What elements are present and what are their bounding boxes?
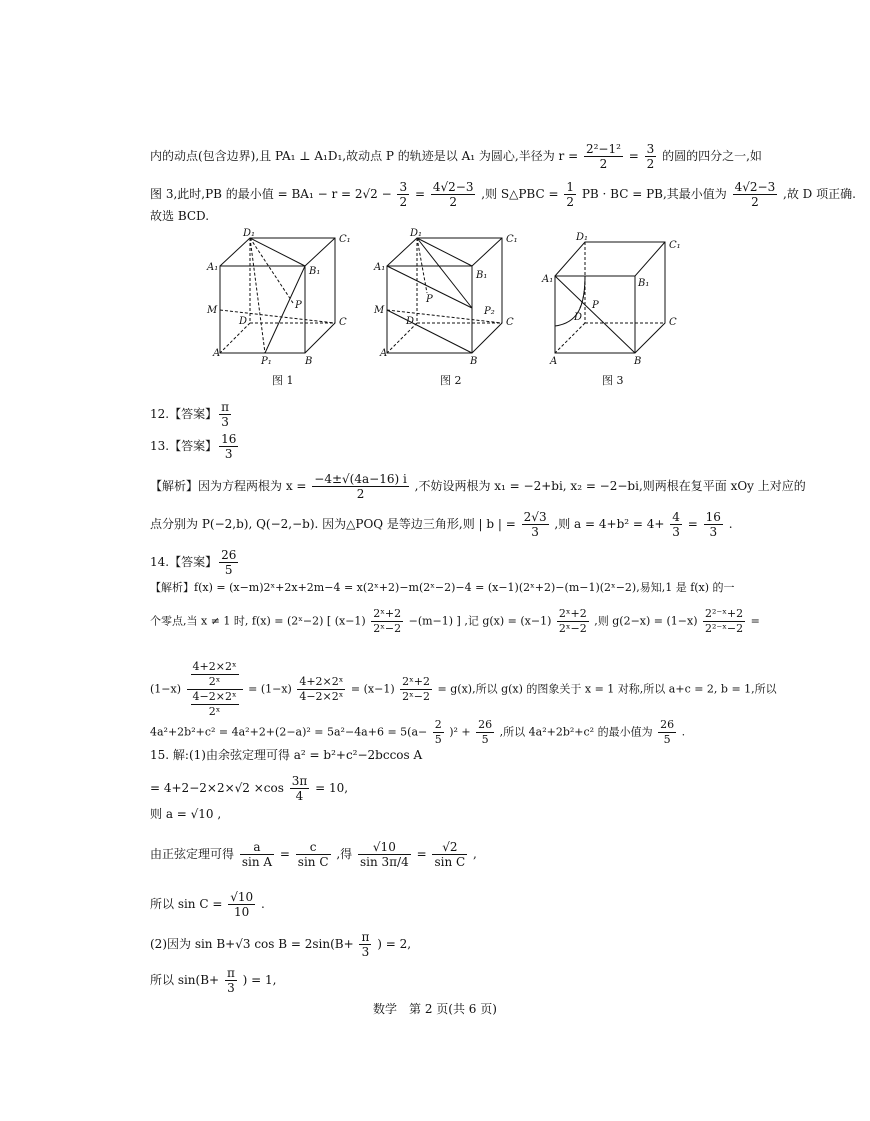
- text-line: 【解析】因为方程两根为 x = $\frac{-4\pm√(4a-16) i}{2}$ ,不妨设两根为 x₁ = −2+bi, x₂ = −2−bi,则两根在复平面 xOy 上对应的: [150, 472, 806, 501]
- label-A: A: [213, 348, 221, 359]
- fraction: $\frac{c}{\text{sin C}}$: [297, 840, 329, 869]
- text-line: 15. 解:(1)由余弦定理可得 a² = b²+c²−2bccos A: [150, 748, 423, 762]
- fraction: $\frac{\text{2²⁻ˣ+2}}{\text{2²⁻ˣ−2}}$: [705, 607, 744, 635]
- fraction: $\frac{√2}{\text{sin C}}$: [434, 840, 466, 869]
- figure-1-caption: 图 1: [272, 374, 294, 387]
- label-P: P: [426, 294, 433, 305]
- text-line: 图 3,此时,PB 的最小值 = BA₁ − r = 2√2 − $\frac{3}{2}$ = $\frac{4√2-3}{2}$ ,则 S△PBC = $\frac{1}{2}$ PB · BC = PB,其最小值为 $\frac{4√2-3}{2}$ ,故 D 项正确.: [150, 180, 856, 209]
- answer-13: 13.【答案】 $\frac{16}{3}$: [150, 432, 237, 461]
- label-D: D: [406, 316, 415, 327]
- fraction: $\frac{\text{4−2×2ˣ}}{\text{2ˣ}}$: [192, 690, 237, 718]
- text-line: (1−x) $\frac{\frac{\text{4+2×2ˣ}}{\text{2ˣ}}}{\frac{\text{4−2×2ˣ}}{\text{2ˣ}}}$ = (1−x) $\frac{\text{4+2×2ˣ}}{\text{4−2×2ˣ}}$ = (x−1) $\frac{\text{2ˣ+2}}{\text{2ˣ−2}}$ = g(x),所以 g(x) 的图象关于 x = 1 对称,所以 a+c = 2, b = 1,所以: [150, 660, 777, 718]
- label-P: P: [295, 300, 302, 311]
- fraction: $\frac{4√2-3}{2}$: [734, 180, 776, 209]
- fraction: $\frac{\text{4+2×2ˣ}}{\text{4−2×2ˣ}}$: [299, 675, 344, 703]
- label-A1: A₁: [542, 274, 554, 285]
- label-B1: B₁: [638, 278, 650, 289]
- text-line: (2)因为 sin B+√3 cos B = 2sin(B+ $\frac{\pi}{3}$ ) = 2,: [150, 930, 412, 959]
- fraction: $\frac{16}{3}$: [221, 432, 237, 461]
- label-A: A: [380, 348, 388, 359]
- label-D1: D₁: [243, 228, 256, 239]
- fraction: $\frac{1}{2}$: [566, 180, 574, 209]
- text-line: 则 a = √10 ,: [150, 807, 222, 821]
- label-B1: B₁: [309, 266, 321, 277]
- label-M: M: [207, 305, 218, 316]
- fraction: $\frac{\text{2ˣ+2}}{\text{2ˣ−2}}$: [558, 607, 587, 635]
- label-C: C: [339, 317, 347, 328]
- figure-3-cube: [540, 228, 690, 388]
- fraction: $\frac{3}{2}$: [399, 180, 408, 209]
- label-P: P: [592, 300, 599, 311]
- figure-2-caption: 图 2: [440, 374, 462, 387]
- label-C1: C₁: [339, 234, 351, 245]
- text-line: = 4+2−2×2×√2 ×cos $\frac{3\pi}{4}$ = 10,: [150, 774, 349, 803]
- label-M: M: [374, 305, 385, 316]
- fraction: $\frac{26}{5}$: [660, 718, 675, 746]
- answer-12: 12.【答案】 $\frac{\pi}{3}$: [150, 400, 229, 429]
- text-line: 所以 sin(B+ $\frac{\pi}{3}$ ) = 1,: [150, 966, 277, 995]
- answer-14: 14.【答案】 $\frac{26}{5}$: [150, 548, 237, 577]
- label-D: D: [574, 312, 583, 323]
- fraction: $\frac{-4\pm√(4a-16) i}{2}$: [314, 472, 407, 501]
- text-line: 4a²+2b²+c² = 4a²+2+(2−a)² = 5a²−4a+6 = 5(a− $\frac{2}{5}$ )² + $\frac{26}{5}$ ,所以 4a²+2b²+c² 的最小值为 $\frac{26}{5}$ .: [150, 718, 686, 746]
- label-D1: D₁: [576, 232, 589, 243]
- fraction: $\frac{2}{5}$: [434, 718, 442, 746]
- fraction: $\frac{√10}{10}$: [230, 890, 254, 919]
- fraction: $\frac{\text{2ˣ+2}}{\text{2ˣ−2}}$: [402, 675, 431, 703]
- label-B1: B₁: [476, 270, 488, 281]
- text-line: 内的动点(包含边界),且 PA₁ ⊥ A₁D₁,故动点 P 的轨迹是以 A₁ 为圆心,半径为 r = $\frac{\text{2²−1²}}{2}$ = $\frac{3}{2}$ 的圆的四分之一,如: [150, 142, 762, 171]
- text-line: 故选 BCD.: [150, 209, 210, 223]
- label-C1: C₁: [669, 240, 681, 251]
- figure-1-cube: [205, 228, 360, 388]
- fraction: $\frac{a}{\text{sin A}}$: [241, 840, 273, 869]
- label-B: B: [305, 356, 313, 367]
- label-C1: C₁: [506, 234, 518, 245]
- fraction: $\frac{3}{2}$: [646, 142, 655, 171]
- fraction: $\frac{\pi}{3}$: [221, 400, 229, 429]
- label-C: C: [506, 317, 514, 328]
- label-A: A: [550, 356, 558, 367]
- fraction: $\frac{\text{2ˣ+2}}{\text{2ˣ−2}}$: [373, 607, 402, 635]
- fraction: $\frac{3\pi}{4}$: [291, 774, 308, 803]
- text-line: 【解析】f(x) = (x−m)2ˣ+2x+2m−4 = x(2ˣ+2)−m(2ˣ−2)−4 = (x−1)(2ˣ+2)−(m−1)(2ˣ−2),易知,1 是 f(x) 的一: [150, 581, 735, 594]
- fraction: $\frac{\text{2²−1²}}{2}$: [585, 142, 621, 171]
- fraction: $\frac{26}{5}$: [478, 718, 493, 746]
- text-line: 个零点,当 x ≠ 1 时, f(x) = (2ˣ−2) [ (x−1) $\frac{\text{2ˣ+2}}{\text{2ˣ−2}}$ −(m−1) ] ,记 g(x) = (x−1) $\frac{\text{2ˣ+2}}{\text{2ˣ−2}}$ ,则 g(2−x) = (1−x) $\frac{\text{2²⁻ˣ+2}}{\text{2²⁻ˣ−2}}$ =: [150, 607, 760, 635]
- compound-fraction: [187, 660, 243, 719]
- text-line: 由正弦定理可得 $\frac{a}{\text{sin A}}$ = $\frac{c}{\text{sin C}}$ ,得 $\frac{√10}{\sin 3\pi/4}$ = $\frac{√2}{\text{sin C}}$ ,: [150, 840, 477, 869]
- fraction: $\frac{16}{3}$: [705, 510, 721, 539]
- fraction: $\frac{4}{3}$: [672, 510, 680, 539]
- fraction: $\frac{4√2-3}{2}$: [432, 180, 474, 209]
- label-B: B: [470, 356, 478, 367]
- fraction: $\frac{\text{4+2×2ˣ}}{\text{2ˣ}}$: [192, 660, 237, 688]
- label-P2: P₂: [484, 306, 495, 317]
- text-line: 点分别为 P(−2,b), Q(−2,−b). 因为△POQ 是等边三角形,则 | b | = $\frac{2√3}{3}$ ,则 a = 4+b² = 4+ $\frac{4}{3}$ = $\frac{16}{3}$ .: [150, 510, 733, 539]
- fraction: $\frac{√10}{\sin 3\pi/4}$: [360, 840, 409, 869]
- fraction: $\frac{\pi}{3}$: [361, 930, 370, 959]
- label-D1: D₁: [410, 228, 423, 239]
- page-footer: 数学 第 2 页(共 6 页): [373, 1002, 497, 1016]
- figure-3-caption: 图 3: [602, 374, 624, 387]
- text-line: 所以 sin C = $\frac{√10}{10}$ .: [150, 890, 265, 919]
- label-B: B: [634, 356, 642, 367]
- fraction: $\frac{\pi}{3}$: [226, 966, 235, 995]
- label-A1: A₁: [374, 262, 386, 273]
- label-P1: P₁: [261, 356, 272, 367]
- label-A1: A₁: [207, 262, 219, 273]
- label-C: C: [669, 317, 677, 328]
- fraction: $\frac{26}{5}$: [221, 548, 237, 577]
- figure-2-cube: [372, 228, 527, 388]
- label-D: D: [239, 316, 248, 327]
- fraction: $\frac{2√3}{3}$: [523, 510, 547, 539]
